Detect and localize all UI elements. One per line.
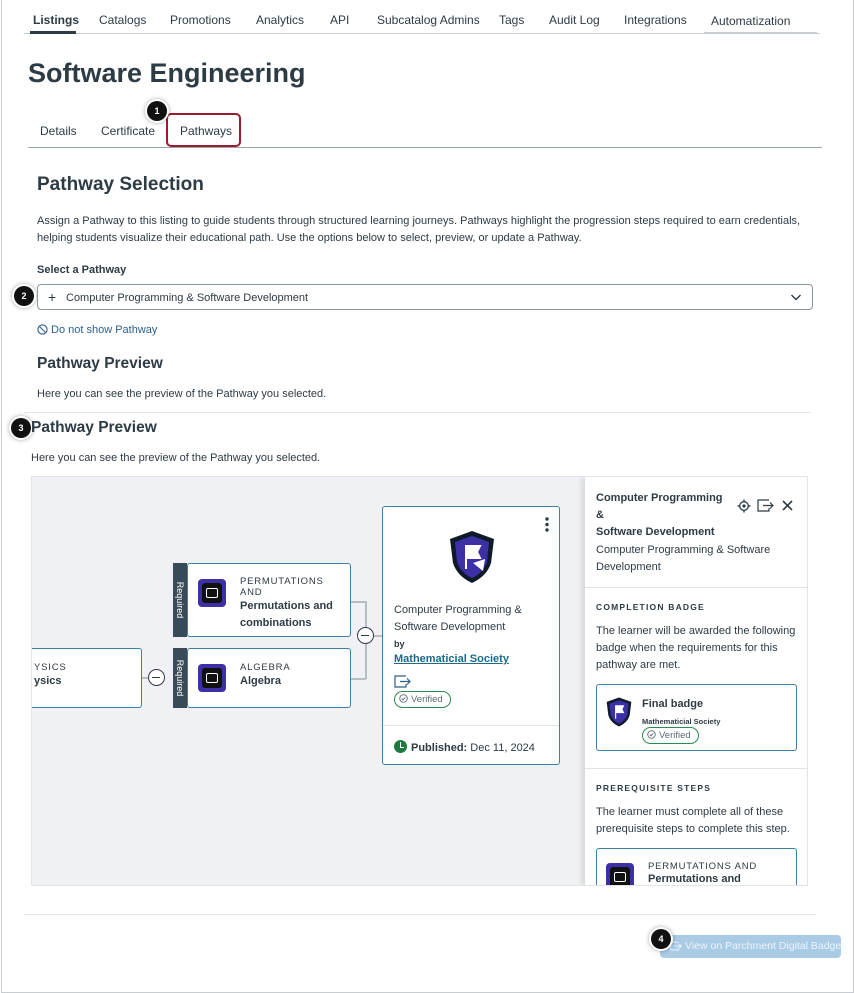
pathway-detail-panel	[585, 477, 808, 886]
pathway-node-physics[interactable]	[31, 648, 142, 708]
locate-icon[interactable]	[737, 499, 751, 513]
tab-pathways-highlight[interactable]	[166, 113, 241, 147]
shield-badge-icon	[447, 529, 497, 585]
panel-description-line1: Computer Programming & Software	[596, 544, 771, 556]
export-icon	[670, 941, 682, 951]
nav-tab-listings[interactable]: Listings	[33, 13, 80, 27]
pathway-preview-heading-1: Pathway Preview	[37, 355, 163, 372]
top-nav	[24, 0, 820, 34]
pathway-node-algebra[interactable]	[187, 648, 351, 708]
nav-tab-subcatalog-admins[interactable]: Subcatalog Admins	[377, 13, 480, 27]
callout-3: 3	[11, 418, 31, 438]
pathway-canvas[interactable]	[31, 476, 808, 886]
final-badge-org: Mathematicial Society	[642, 717, 721, 726]
panel-title-line2: Software Development	[596, 526, 715, 538]
ban-icon	[37, 324, 48, 335]
prerequisite-steps-label: PREREQUISITE STEPS	[596, 783, 712, 793]
panel-description	[596, 542, 796, 576]
prerequisite-step-card[interactable]	[596, 848, 797, 886]
node-category-line1: PERMUTATIONS	[240, 576, 324, 587]
pathway-preview-heading-2: Pathway Preview	[31, 419, 157, 436]
prereq-category: PERMUTATIONS AND	[648, 861, 758, 872]
nav-tab-audit-log[interactable]: Audit Log	[549, 13, 600, 27]
completion-badge-text: The learner will be awarded the following badge when the requirements for this pathway are met.	[596, 625, 796, 671]
published-date: Dec 11, 2024	[470, 742, 535, 754]
node-name-line1: Permutations and	[240, 600, 333, 612]
prereq-name: Permutations and	[648, 873, 741, 885]
view-on-parchment-button[interactable]	[660, 935, 847, 958]
sub-tabs	[28, 112, 822, 148]
final-badge-name: Final badge	[642, 698, 704, 710]
required-label: Required	[175, 659, 185, 697]
shield-badge-icon	[605, 695, 633, 729]
verified-badge	[394, 691, 451, 708]
pathway-selection-heading: Pathway Selection	[37, 174, 204, 195]
active-tab-indicator	[30, 31, 76, 34]
nav-tab-api[interactable]: API	[330, 13, 350, 27]
plus-icon: +	[48, 289, 57, 305]
panel-description-line2: Development	[596, 561, 661, 573]
pathway-preview-text-1: Here you can see the preview of the Pathway you selected.	[37, 388, 327, 400]
nav-tab-tags[interactable]: Tags	[499, 13, 525, 27]
view-on-parchment-label: View on Parchment Digital Badges	[685, 940, 847, 952]
main-card-title-line2: Software Development	[394, 621, 506, 633]
node-category-line2: AND	[240, 587, 263, 598]
divider	[24, 412, 810, 413]
footer-divider	[24, 914, 816, 915]
node-category: ALGEBRA	[240, 662, 291, 673]
verified-badge	[642, 727, 699, 744]
panel-divider	[585, 768, 808, 769]
export-icon[interactable]	[757, 499, 774, 512]
final-badge-card[interactable]	[596, 684, 797, 751]
required-label: Required	[175, 581, 185, 619]
export-icon[interactable]	[394, 675, 411, 688]
collapse-toggle[interactable]	[148, 669, 165, 686]
tab-certificate[interactable]: Certificate	[101, 124, 156, 138]
callout-2: 2	[14, 286, 34, 306]
close-icon[interactable]	[782, 500, 793, 511]
published-info	[394, 740, 535, 754]
pathway-selection-description: Assign a Pathway to this listing to guide students through structured learning journeys. Pathways highlight the progression steps required to earn credentials, helping students visualize their educational path. Use the options below to select, preview, or update a Pathway.	[37, 215, 801, 244]
nav-tab-integrations[interactable]: Integrations	[624, 13, 687, 27]
main-card-org-link[interactable]: Mathematicial Society	[394, 653, 509, 665]
nav-tab-promotions[interactable]: Promotions	[170, 13, 231, 27]
callout-4: 4	[651, 929, 671, 949]
pathway-node-permutations[interactable]	[187, 563, 351, 637]
prerequisite-steps-text: The learner must complete all of these prerequisite steps to complete this step.	[596, 806, 790, 835]
tab-details[interactable]: Details	[40, 124, 77, 138]
badge-icon	[606, 863, 634, 886]
more-options-icon[interactable]	[545, 517, 549, 532]
check-circle-icon	[647, 730, 656, 739]
tab-pathways[interactable]: Pathways	[180, 124, 233, 138]
nav-tab-catalogs[interactable]: Catalogs	[99, 13, 147, 27]
dont-show-pathway-link[interactable]	[37, 324, 157, 336]
node-name-line2: combinations	[240, 617, 312, 629]
panel-title	[596, 490, 731, 541]
nav-tab-analytics[interactable]: Analytics	[256, 13, 305, 27]
pathway-select-value: Computer Programming & Software Development	[66, 292, 309, 304]
required-strip	[173, 563, 187, 637]
panel-divider	[585, 587, 808, 588]
panel-title-line1: Computer Programming &	[596, 492, 723, 521]
pathway-select[interactable]	[37, 284, 813, 310]
pathway-main-card[interactable]	[382, 506, 560, 765]
dont-show-pathway-label: Do not show Pathway	[51, 324, 158, 336]
card-divider	[383, 725, 559, 726]
nav-tab-automatization[interactable]: Automatization	[711, 14, 791, 28]
main-card-title	[394, 602, 554, 636]
clock-icon	[394, 740, 407, 753]
connector	[350, 601, 366, 603]
completion-badge-label: COMPLETION BADGE	[596, 602, 705, 612]
node-name: Algebra	[240, 675, 281, 687]
published-label: Published:	[411, 742, 468, 754]
check-circle-icon	[399, 694, 408, 703]
callout-1: 1	[147, 101, 167, 121]
page-title: Software Engineering	[28, 58, 306, 88]
verified-label: Verified	[411, 694, 443, 705]
node-name: ysics	[34, 675, 62, 687]
select-pathway-label: Select a Pathway	[37, 264, 127, 276]
badge-icon	[198, 664, 226, 692]
collapse-toggle[interactable]	[357, 627, 374, 644]
main-card-by: by	[394, 639, 405, 649]
main-card-title-line1: Computer Programming &	[394, 604, 522, 616]
badge-icon	[198, 579, 226, 607]
verified-label: Verified	[659, 730, 691, 741]
chevron-down-icon	[790, 291, 802, 303]
node-category: YSICS	[34, 662, 67, 673]
pathway-preview-text-2: Here you can see the preview of the Pathway you selected.	[31, 452, 321, 464]
required-strip	[173, 648, 187, 708]
connector	[350, 678, 366, 680]
